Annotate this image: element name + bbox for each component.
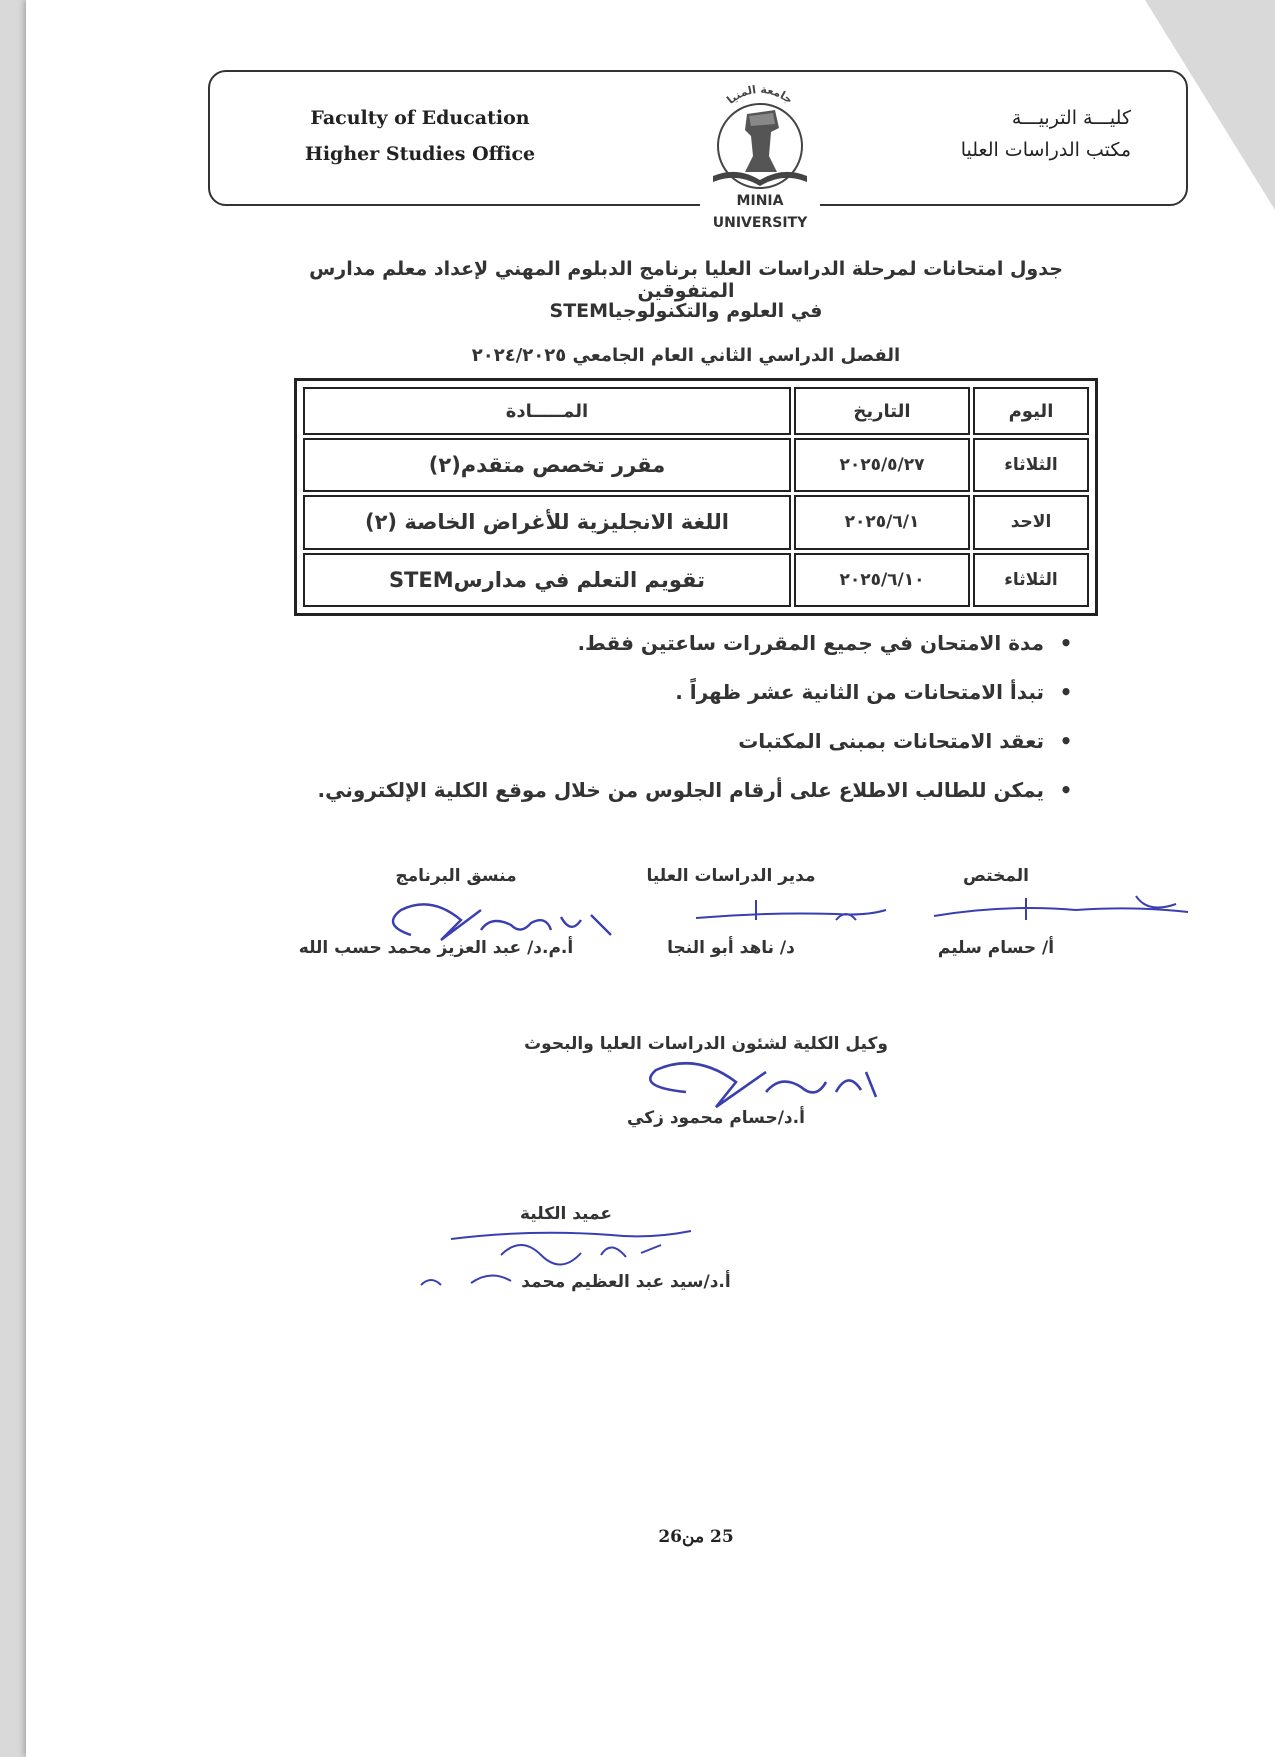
row-date: ٢٠٢٥/٦/١ xyxy=(794,495,970,549)
signature-role: مدير الدراسات العليا xyxy=(646,866,816,886)
header-arabic xyxy=(871,102,1131,166)
exam-schedule-table xyxy=(294,378,1098,616)
row-date: ٢٠٢٥/٥/٢٧ xyxy=(794,438,970,492)
header-subject: المـــــادة xyxy=(303,387,791,435)
handwritten-signature xyxy=(626,1052,886,1118)
header-day: اليوم xyxy=(973,387,1089,435)
list-item: • تبدأ الامتحانات من الثانية عشر ظهراً . xyxy=(286,677,1044,726)
handwritten-signature xyxy=(411,1225,711,1295)
table-row xyxy=(303,495,1089,549)
svg-text:جامعة المنيا: جامعة المنيا xyxy=(724,82,796,107)
office-name-ar: مكتب الدراسات العليا xyxy=(960,139,1131,161)
row-date: ٢٠٢٥/٦/١٠ xyxy=(794,553,970,607)
table-row xyxy=(303,553,1089,607)
signature-role: وكيل الكلية لشئون الدراسات العليا والبحوث xyxy=(524,1034,888,1054)
bullet-icon: • xyxy=(1059,778,1073,802)
bullet-icon: • xyxy=(1059,680,1073,704)
office-name-en: Higher Studies Office xyxy=(304,143,536,165)
signature-name: أ.د/حسام محمود زكي xyxy=(627,1108,805,1128)
signature-role: المختص xyxy=(963,866,1029,886)
header-date: التاريخ xyxy=(794,387,970,435)
bullet-icon: • xyxy=(1059,631,1073,655)
signature-role: عميد الكلية xyxy=(520,1204,612,1224)
row-day: الاحد xyxy=(973,495,1089,549)
exam-notes xyxy=(286,628,1076,824)
list-item: • يمكن للطالب الاطلاع على أرقام الجلوس من خلال موقع الكلية الإلكتروني. xyxy=(286,775,1044,824)
row-subject: مقرر تخصص متقدم(٢) xyxy=(303,438,791,492)
signature-name: د/ ناهد أبو النجا xyxy=(667,938,795,958)
header-english xyxy=(270,100,570,172)
document-page xyxy=(26,0,1275,1757)
logo-caption: MINIA UNIVERSITY xyxy=(700,190,820,212)
handwritten-signature xyxy=(926,880,1196,930)
list-item: • تعقد الامتحانات بمبنى المكتبات xyxy=(286,726,1044,775)
document-subtitle: في العلوم والتكنولوجياSTEM xyxy=(549,300,823,322)
handwritten-signature xyxy=(371,895,631,955)
row-day: الثلاثاء xyxy=(973,553,1089,607)
faculty-name-ar: كليـــة التربيـــة xyxy=(1011,107,1131,129)
document-title: جدول امتحانات لمرحلة الدراسات العليا برنامج الدبلوم المهني لإعداد معلم مدارس المتفوقين xyxy=(309,258,1063,302)
bullet-icon: • xyxy=(1059,729,1073,753)
letterhead xyxy=(208,70,1188,231)
signature-name: أ.د/سيد عبد العظيم محمد xyxy=(521,1272,731,1292)
list-item: • مدة الامتحان في جميع المقررات ساعتين فقط. xyxy=(286,628,1044,677)
semester-line: الفصل الدراسي الثاني العام الجامعي ٢٠٢٤/٢٠٢٥ xyxy=(471,345,901,366)
signature-name: أ/ حسام سليم xyxy=(937,938,1055,958)
row-day: الثلاثاء xyxy=(973,438,1089,492)
signature-name: أ.م.د/ عبد العزيز محمد حسب الله xyxy=(298,938,574,958)
table-header-row xyxy=(303,387,1089,435)
row-subject: اللغة الانجليزية للأغراض الخاصة (٢) xyxy=(303,495,791,549)
faculty-name-en: Faculty of Education xyxy=(310,107,530,129)
signature-role: منسق البرنامج xyxy=(395,866,517,886)
exam-table xyxy=(300,384,1092,610)
page-number: 25 من26 xyxy=(658,1527,734,1547)
row-subject: تقويم التعلم في مدارسSTEM xyxy=(303,553,791,607)
table-row xyxy=(303,438,1089,492)
handwritten-signature xyxy=(686,890,896,930)
